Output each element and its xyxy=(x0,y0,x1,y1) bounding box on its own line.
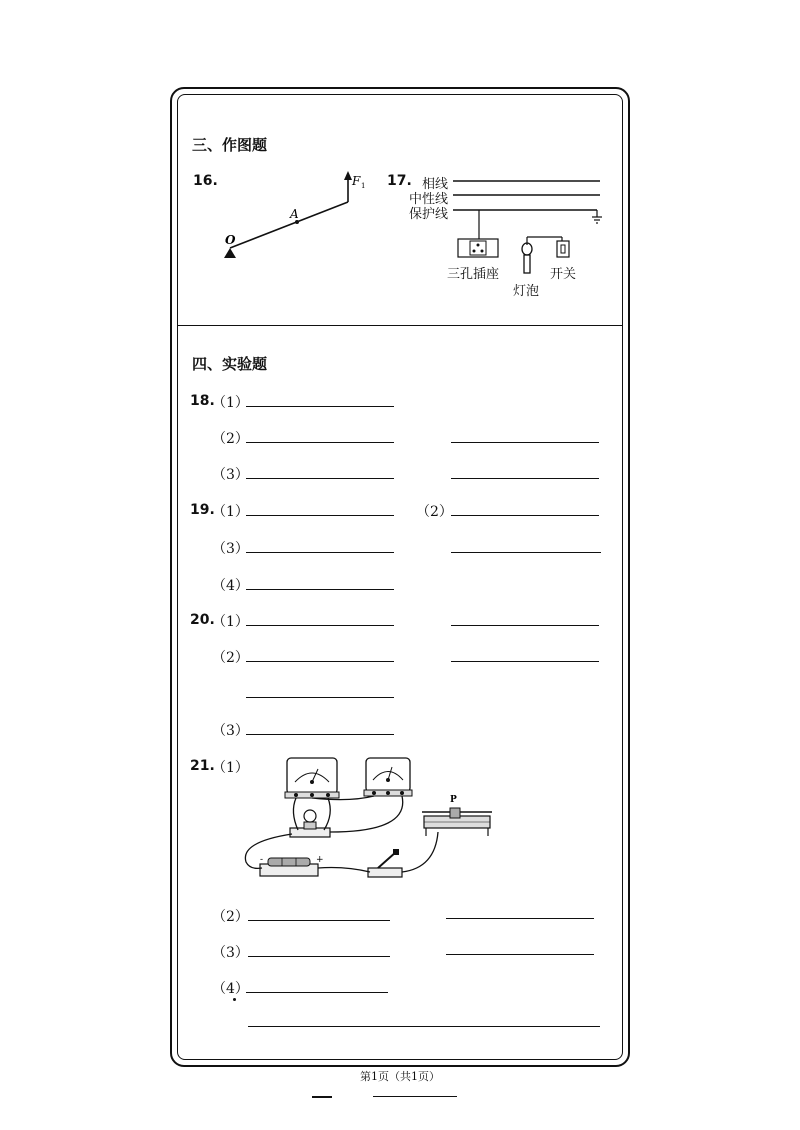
footer-mark-left xyxy=(312,1096,332,1098)
q21-part-3-blank-b[interactable] xyxy=(446,954,594,955)
q21-part-2-label: （2） xyxy=(212,909,249,925)
q18-part-3-blank-b[interactable] xyxy=(451,478,599,479)
q21-part-2-blank-a[interactable] xyxy=(248,920,390,921)
q18-part-2-label: （2） xyxy=(212,431,249,447)
q21-part-4-blank-a[interactable] xyxy=(246,992,388,993)
q18-part-2-blank-a[interactable] xyxy=(246,442,394,443)
bulb-base xyxy=(524,255,530,273)
label-point-a: A xyxy=(290,207,299,221)
circuit-apparatus-diagram xyxy=(240,752,502,888)
fulcrum-triangle xyxy=(224,248,236,258)
q18-part-2-blank-b[interactable] xyxy=(451,442,599,443)
footer-mark-right xyxy=(373,1096,457,1097)
q20-part-3-label: （3） xyxy=(212,723,249,739)
ammeter xyxy=(285,758,339,798)
wire-label-neutral: 中性线 xyxy=(409,192,449,207)
question-18-number: 18. xyxy=(190,393,215,409)
battery-box xyxy=(260,855,324,876)
switch-box xyxy=(557,241,569,257)
three-hole-socket xyxy=(458,239,498,257)
question-16-number: 16. xyxy=(193,173,218,189)
question-17-number: 17. xyxy=(387,173,412,189)
device-label-switch: 开关 xyxy=(550,267,577,282)
wire-label-ground: 保护线 xyxy=(409,207,449,222)
q21-part-3-label: （3） xyxy=(212,945,249,961)
q18-part-3-blank-a[interactable] xyxy=(246,478,394,479)
q20-part-1-label: （1） xyxy=(212,614,249,630)
knife-switch xyxy=(368,849,402,877)
voltmeter xyxy=(364,758,412,796)
q20-part-3-blank[interactable] xyxy=(246,734,394,735)
battery-plus-label: + xyxy=(316,855,324,865)
q19-part-4-label: （4） xyxy=(212,578,249,594)
stray-dot xyxy=(233,998,236,1001)
q19-part-3-blank-a[interactable] xyxy=(246,552,394,553)
lever-diagram xyxy=(215,170,375,265)
q19-part-3-label: （3） xyxy=(212,541,249,557)
q18-part-3-label: （3） xyxy=(212,467,249,483)
q19-part-3-blank-b[interactable] xyxy=(451,552,601,553)
q20-part-2-label: （2） xyxy=(212,650,249,666)
q21-part-1-label: （1） xyxy=(212,760,249,776)
q19-part-4-blank[interactable] xyxy=(246,589,394,590)
q20-part-1-blank-a[interactable] xyxy=(246,625,394,626)
rheostat-slider-label: P xyxy=(450,795,457,805)
label-origin: O xyxy=(225,233,236,247)
wire-label-live: 相线 xyxy=(422,177,449,192)
question-20-number: 20. xyxy=(190,612,215,628)
question-21-number: 21. xyxy=(190,758,215,774)
rheostat xyxy=(422,795,492,836)
device-label-socket: 三孔插座 xyxy=(447,267,500,282)
q21-part-2-blank-b[interactable] xyxy=(446,918,594,919)
q19-part-2-label: （2） xyxy=(416,504,453,520)
q19-part-1-blank[interactable] xyxy=(246,515,394,516)
q20-part-2-blank-a[interactable] xyxy=(246,661,394,662)
q21-part-3-blank-a[interactable] xyxy=(248,956,390,957)
q21-part-4-blank-b[interactable] xyxy=(248,1026,600,1027)
battery-minus-label: - xyxy=(260,855,264,865)
q18-part-1-blank[interactable] xyxy=(246,406,394,407)
lever-bar xyxy=(230,202,348,248)
label-force-subscript: 1 xyxy=(361,182,366,190)
page-footer: 第1页（共1页） xyxy=(360,1070,440,1083)
q20-part-2-blank-b[interactable] xyxy=(451,661,599,662)
q21-part-4-label: （4） xyxy=(212,981,249,997)
q18-part-1-label: （1） xyxy=(212,395,249,411)
question-19-number: 19. xyxy=(190,502,215,518)
section-4-title: 四、实验题 xyxy=(192,355,268,373)
section-divider xyxy=(177,325,623,326)
section-3-title: 三、作图题 xyxy=(192,136,268,154)
q19-part-2-blank[interactable] xyxy=(451,515,599,516)
force-arrow-head xyxy=(344,171,352,180)
q20-part-1-blank-b[interactable] xyxy=(451,625,599,626)
q20-part-2-blank-c[interactable] xyxy=(246,697,394,698)
label-force: F xyxy=(352,174,361,188)
q19-part-1-label: （1） xyxy=(212,504,249,520)
device-label-bulb: 灯泡 xyxy=(513,284,540,299)
